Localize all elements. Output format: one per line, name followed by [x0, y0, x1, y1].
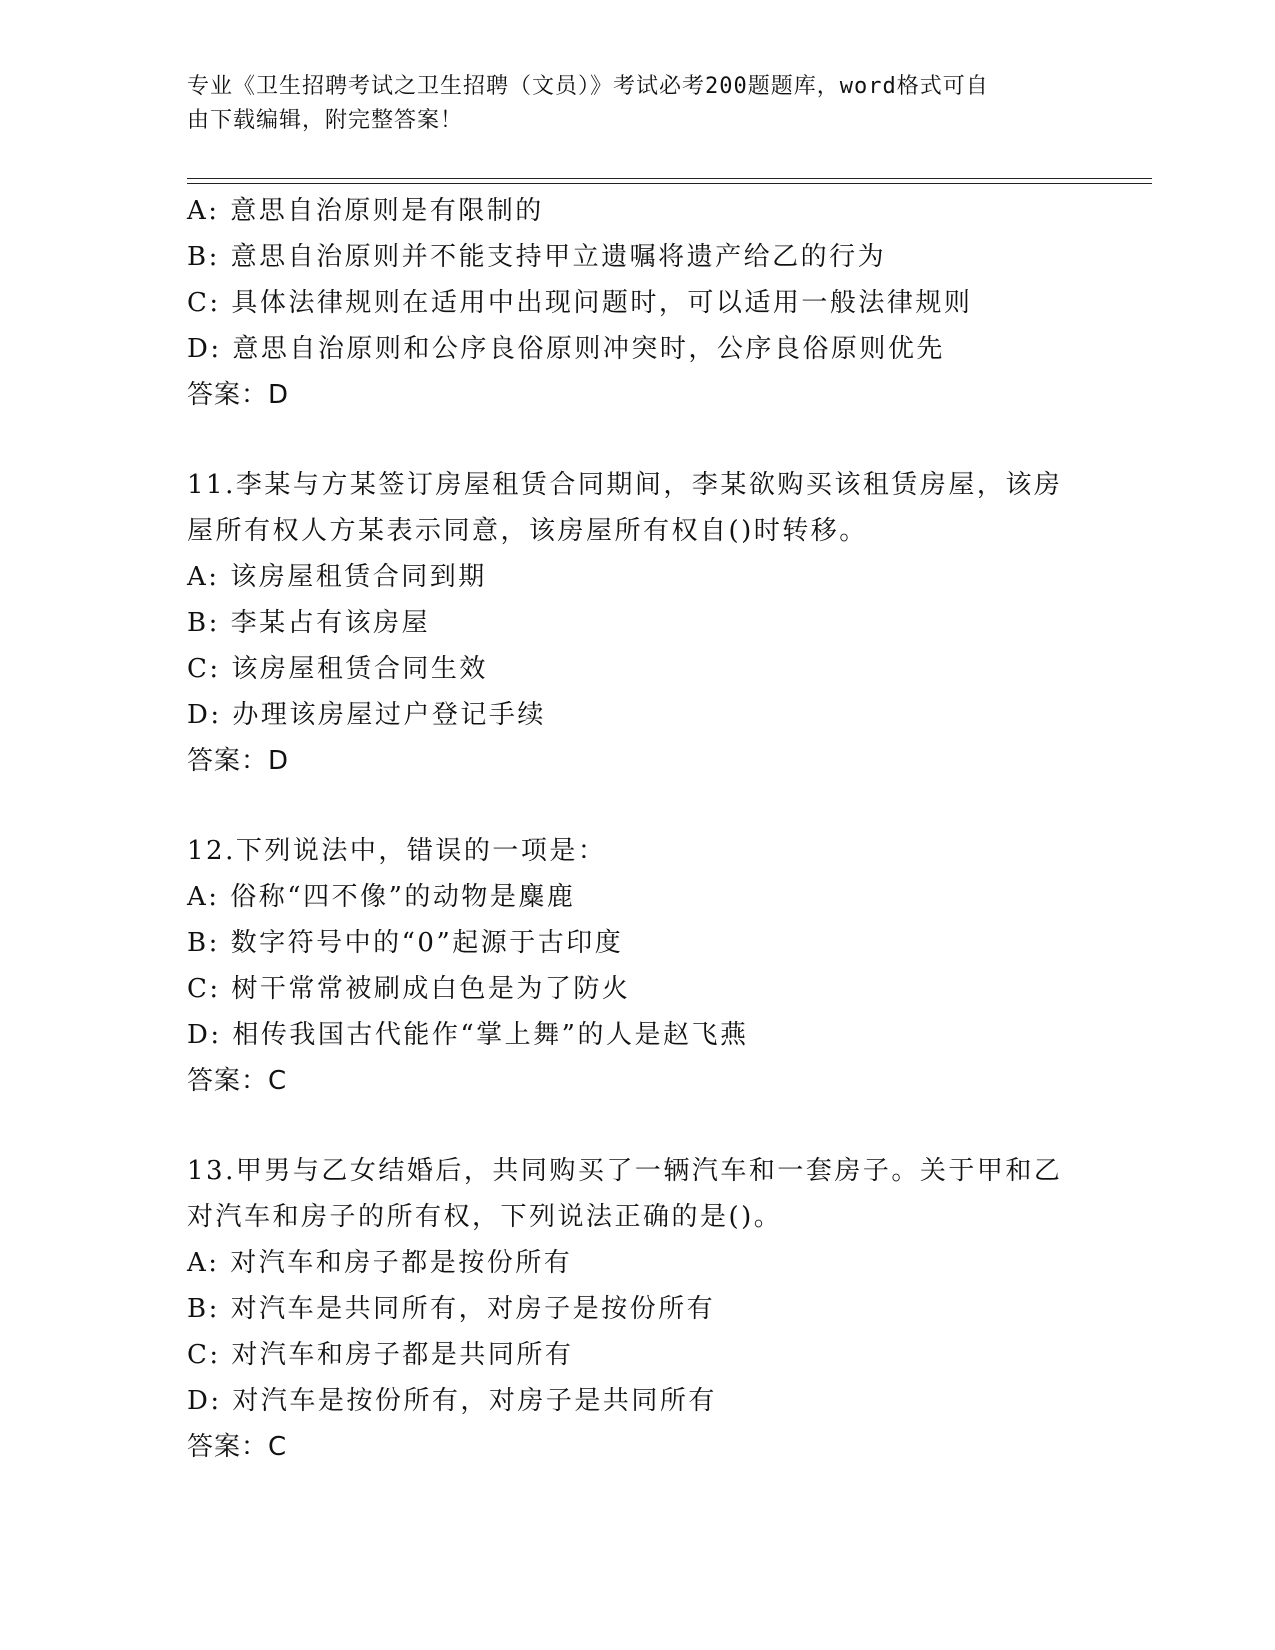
option-d: D: 对汽车是按份所有，对房子是共同所有	[187, 1386, 717, 1416]
option-a: A: 该房屋租赁合同到期	[187, 562, 487, 592]
option-b: B: 数字符号中的“0”起源于古印度	[187, 928, 624, 958]
header-line-2: 由下载编辑，附完整答案！	[187, 108, 464, 133]
header-line-1: 专业《卫生招聘考试之卫生招聘（文员）》考试必考200题题库，word格式可自	[187, 74, 989, 99]
option-a: A: 对汽车和房子都是按份所有	[187, 1248, 573, 1278]
option-d: D: 办理该房屋过户登记手续	[187, 700, 546, 730]
option-c: C: 该房屋租赁合同生效	[187, 654, 488, 684]
header-divider-bottom	[187, 183, 1152, 184]
spacer	[187, 784, 1147, 828]
spacer	[187, 418, 1147, 462]
question-13	[187, 1148, 1147, 1470]
spacer	[187, 1104, 1147, 1148]
option-b: B: 对汽车是共同所有，对房子是按份所有	[187, 1294, 716, 1324]
question-stem-line-1: 12.下列说法中，错误的一项是：	[187, 836, 607, 866]
header-divider-top	[187, 178, 1152, 179]
option-d: D: 意思自治原则和公序良俗原则冲突时，公序良俗原则优先	[187, 334, 945, 364]
question-stem-line-2: 屋所有权人方某表示同意，该房屋所有权自()时转移。	[187, 516, 868, 546]
option-c: C: 对汽车和房子都是共同所有	[187, 1340, 574, 1370]
option-a: A: 意思自治原则是有限制的	[187, 196, 544, 226]
answer: 答案：D	[187, 380, 290, 410]
option-c: C: 树干常常被刷成白色是为了防火	[187, 974, 631, 1004]
option-d: D: 相传我国古代能作“掌上舞”的人是赵飞燕	[187, 1020, 749, 1050]
question-11	[187, 462, 1147, 784]
option-c: C: 具体法律规则在适用中出现问题时，可以适用一般法律规则	[187, 288, 973, 318]
option-b: B: 李某占有该房屋	[187, 608, 431, 638]
question-stem-line-1: 13.甲男与乙女结婚后，共同购买了一辆汽车和一套房子。关于甲和乙	[187, 1156, 1063, 1186]
option-a: A: 俗称“四不像”的动物是麋鹿	[187, 882, 576, 912]
question-stem-line-2: 对汽车和房子的所有权，下列说法正确的是()。	[187, 1202, 783, 1232]
question-12	[187, 828, 1147, 1104]
document-header	[187, 70, 1087, 138]
answer: 答案：C	[187, 1432, 288, 1462]
answer: 答案：D	[187, 746, 290, 776]
option-b: B: 意思自治原则并不能支持甲立遗嘱将遗产给乙的行为	[187, 242, 887, 272]
question-10	[187, 188, 1147, 418]
question-stem-line-1: 11.李某与方某签订房屋租赁合同期间，李某欲购买该租赁房屋，该房	[187, 470, 1063, 500]
question-list	[187, 188, 1147, 1470]
answer: 答案：C	[187, 1066, 288, 1096]
